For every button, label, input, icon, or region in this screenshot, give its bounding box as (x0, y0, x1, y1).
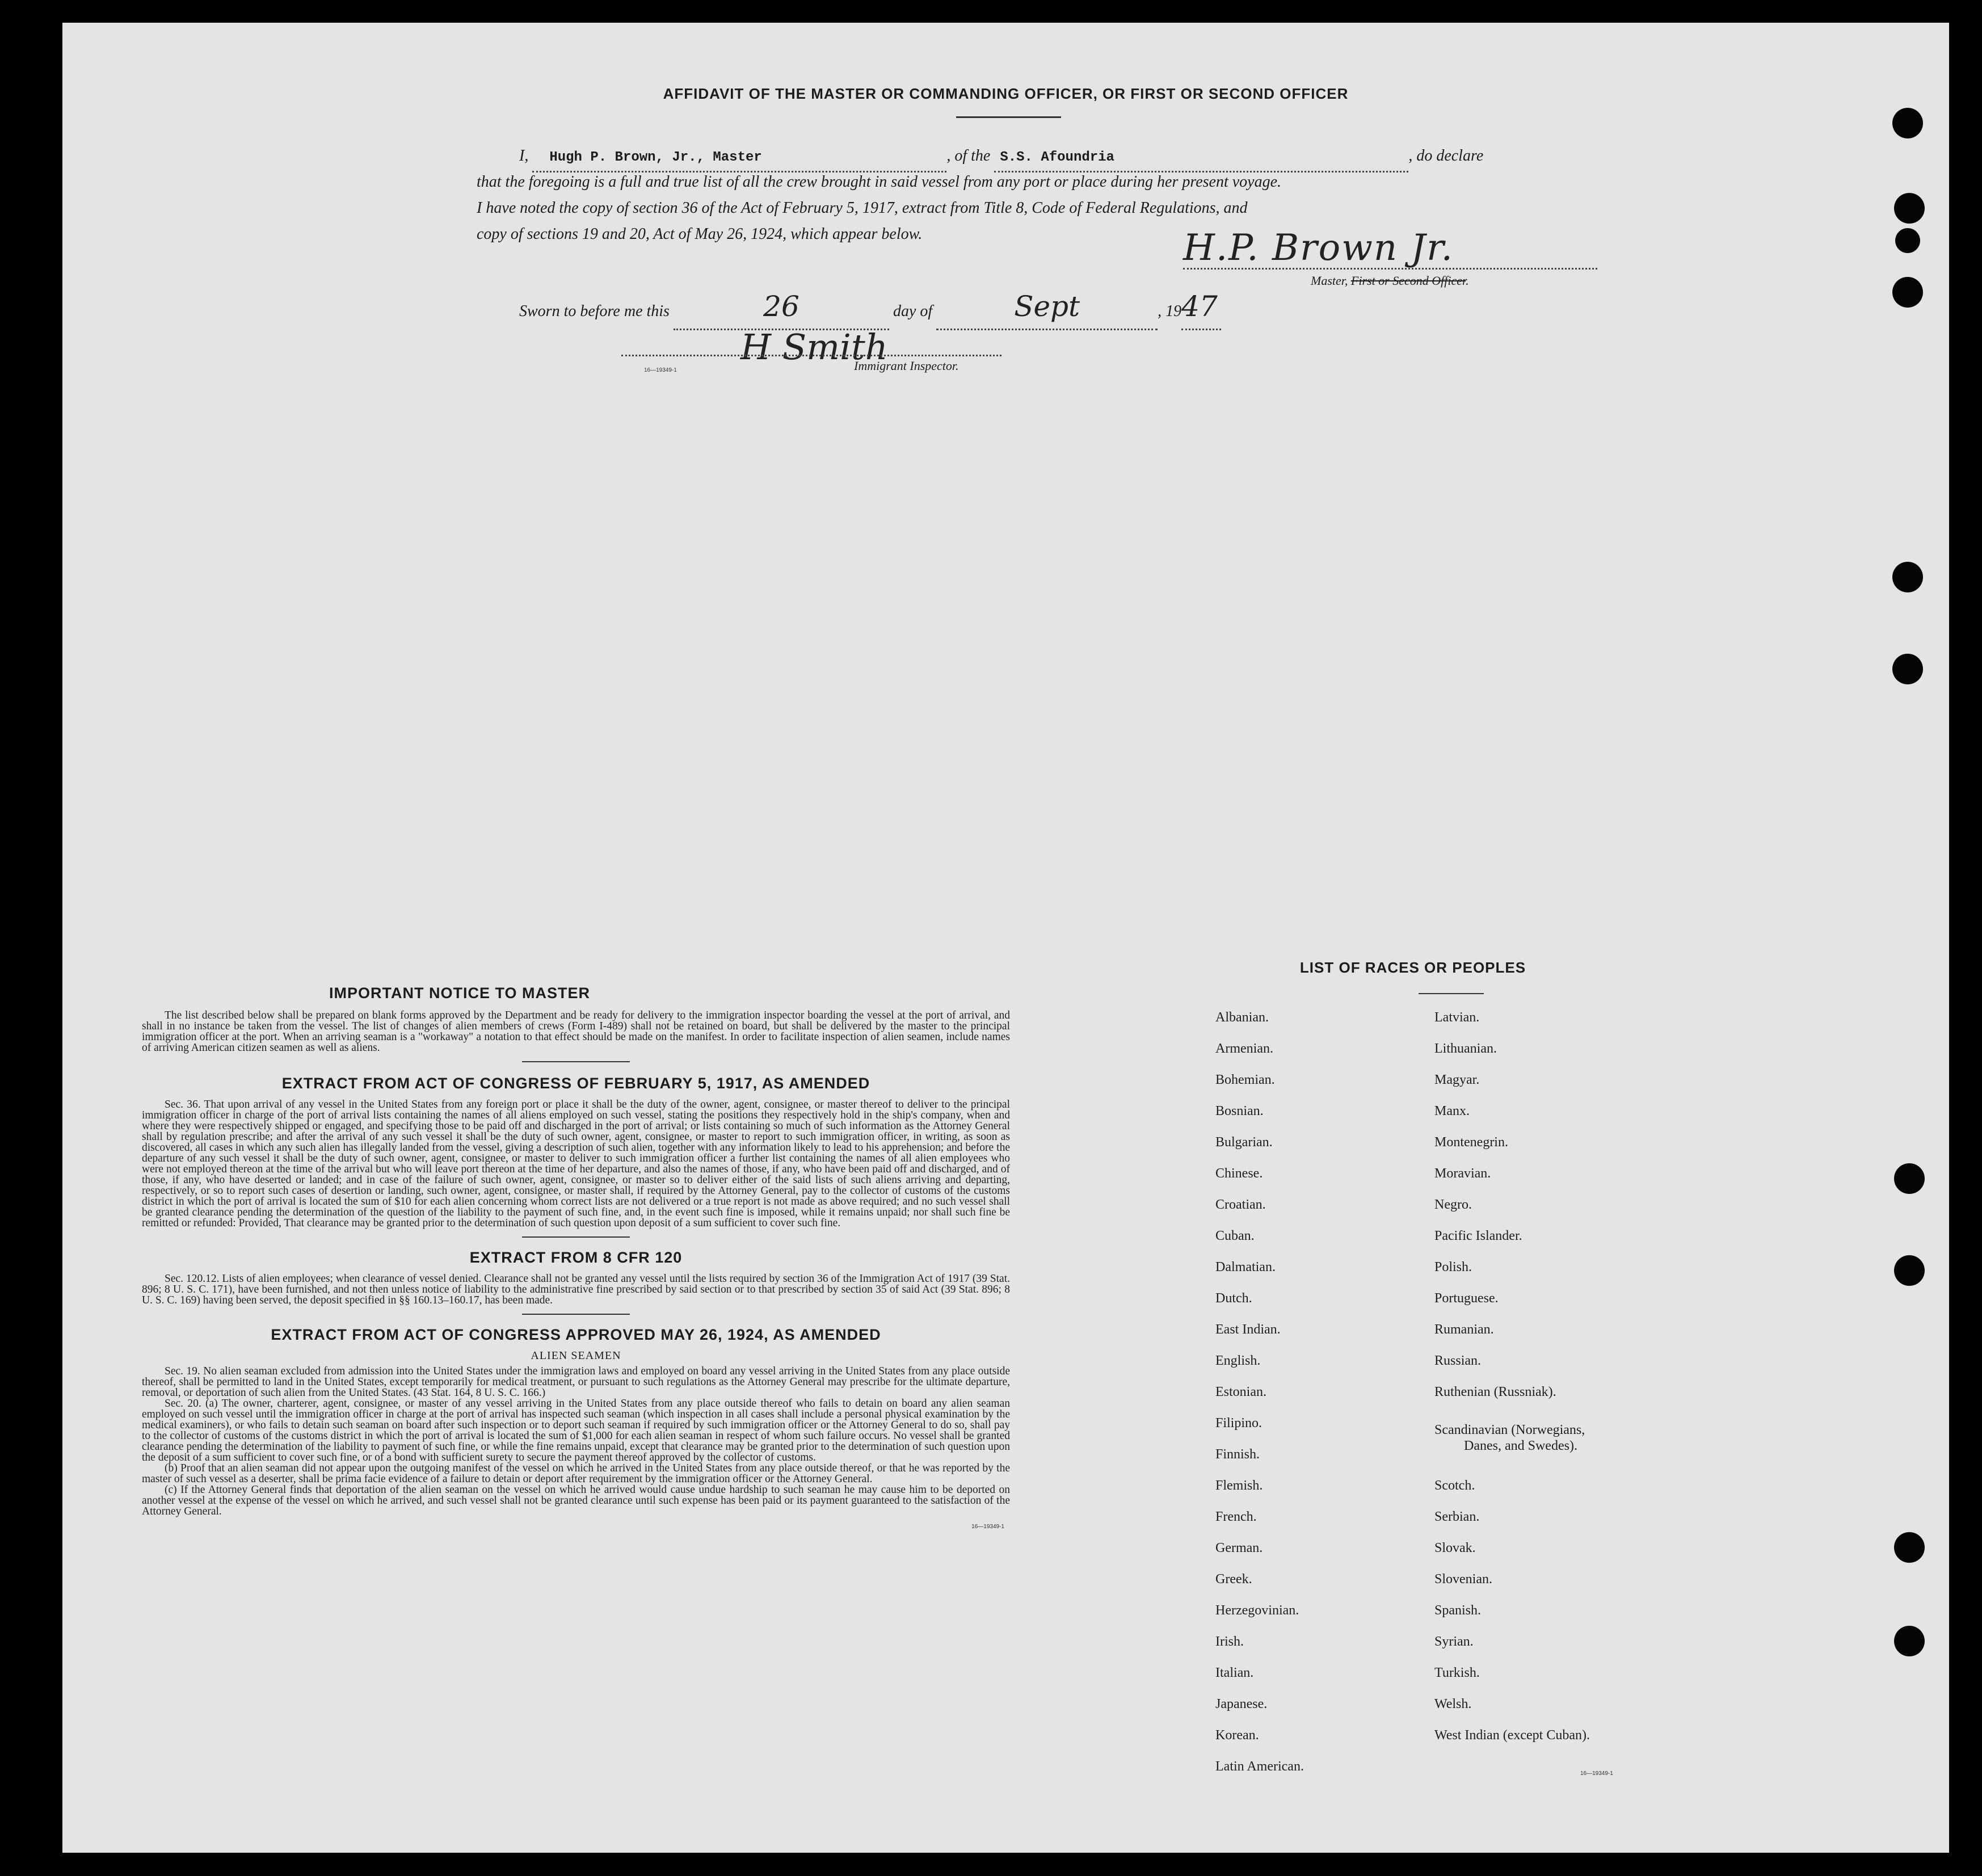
punch-hole (1892, 277, 1923, 308)
race-item: East Indian. (1215, 1322, 1281, 1337)
inspector-signature: H Smith (740, 326, 888, 368)
punch-hole (1894, 1163, 1925, 1194)
inspector-signature-line (621, 355, 1001, 356)
punch-hole (1894, 193, 1925, 224)
race-item: Slovak. (1434, 1541, 1476, 1555)
race-item: Japanese. (1215, 1697, 1268, 1711)
declarant-field (532, 143, 946, 173)
race-item: Turkish. (1434, 1665, 1480, 1680)
sworn-day-field (674, 289, 889, 330)
race-item: Korean. (1215, 1728, 1259, 1743)
race-item: Russian. (1434, 1353, 1482, 1368)
race-item: Dalmatian. (1215, 1260, 1276, 1274)
race-item: West Indian (except Cuban). (1434, 1728, 1590, 1743)
race-item: Manx. (1434, 1104, 1470, 1118)
sworn-prefix: Sworn to before me this (519, 302, 670, 320)
race-item: Magyar. (1434, 1072, 1480, 1087)
races-divider (1419, 993, 1484, 994)
race-item: Spanish. (1434, 1603, 1482, 1618)
master-signature: H.P. Brown Jr. (1183, 227, 1454, 269)
sworn-year-prefix: , 19 (1158, 302, 1182, 320)
caption-period: . (1466, 274, 1469, 288)
race-item: Finnish. (1215, 1447, 1260, 1462)
sworn-year-field (1181, 289, 1221, 330)
sworn-year: 47 (1181, 290, 1218, 323)
extract-1917-title: EXTRACT FROM ACT OF CONGRESS OF FEBRUARY 5, 1917, AS AMENDED (281, 1075, 870, 1092)
vessel-field (994, 143, 1408, 173)
race-item: Albanian. (1215, 1010, 1269, 1025)
divider (522, 1314, 630, 1315)
race-item: German. (1215, 1541, 1263, 1555)
notice-column (142, 985, 1010, 1530)
race-item: Slovenian. (1434, 1572, 1492, 1587)
sworn-day-label: day of (893, 302, 933, 320)
race-item: Chinese. (1215, 1166, 1263, 1181)
race-item: Portuguese. (1434, 1291, 1499, 1306)
race-item: Scandinavian (Norwegians, (1434, 1423, 1585, 1437)
race-item: Pacific Islander. (1434, 1229, 1522, 1243)
affidavit-line-4: copy of sections 19 and 20, Act of May 26, 1924, which appear below. (477, 225, 923, 243)
punch-hole (1895, 228, 1920, 253)
sworn-day: 26 (763, 290, 799, 323)
declarant-name: Hugh P. Brown, Jr., Master (549, 150, 762, 165)
race-item: Estonian. (1215, 1385, 1266, 1399)
caption-struck-officer: First or Second Officer (1350, 274, 1466, 288)
race-item: Latvian. (1434, 1010, 1480, 1025)
race-item: Italian. (1215, 1665, 1254, 1680)
race-item: Rumanian. (1434, 1322, 1494, 1337)
race-item: Bulgarian. (1215, 1135, 1273, 1150)
race-item: Herzegovinian. (1215, 1603, 1299, 1618)
sworn-month-field (936, 289, 1158, 330)
affidavit-line-3: I have noted the copy of section 36 of the Act of February 5, 1917, extract from Title 8, Code of Federal Regulations, and (477, 199, 1248, 217)
signature-caption (1311, 274, 1469, 288)
race-item: Serbian. (1434, 1509, 1480, 1524)
divider (522, 1236, 630, 1238)
affidavit-declare: , do declare (1408, 147, 1484, 165)
extract-cfr-text: Sec. 120.12. Lists of alien employees; when clearance of vessel denied. Clearance shall not be granted any vessel until the lists required by section 36 of the Immigration Act of 1917 (39 Stat. 896; 8 U. S. C. 171), have been furnished, and not then unless notice of liability to the administrative fine prescribed by said section or to that prescribed by section 35 of said Act (39 Stat. 896; 8 U. S. C. 169) having been served, the deposit specified in §§ 160.13–160.17, has been made. (142, 1273, 1010, 1306)
race-item: Moravian. (1434, 1166, 1491, 1181)
form-code-notice: 16—19349-1 (971, 1524, 1004, 1530)
race-item: Dutch. (1215, 1291, 1252, 1306)
race-item: Scotch. (1434, 1478, 1475, 1493)
title-divider (956, 116, 1061, 118)
affidavit-line-1 (519, 143, 1594, 173)
notice-text: The list described below shall be prepared on blank forms approved by the Department and be ready for delivery to the immigration inspector boarding the vessel at the port of arrival, and shall in no instance be taken from the vessel. The list of changes of alien members of crews (Form I-489) shall not be retained on board, but shall be delivered by the master to the principal immigration officer at the port. When an arriving seaman is a "workaway" a notation to that effect should be made on the manifest. In order to facilitate inspection of alien seamen, include names of arriving American citizen seamen as well as aliens. (142, 1009, 1010, 1054)
punch-hole (1892, 562, 1923, 592)
race-item: Bohemian. (1215, 1072, 1275, 1087)
race-item: Welsh. (1434, 1697, 1472, 1711)
race-item: Montenegrin. (1434, 1135, 1508, 1150)
punch-hole (1892, 654, 1923, 684)
extract-1924-title: EXTRACT FROM ACT OF CONGRESS APPROVED MAY 26, 1924, AS AMENDED (271, 1326, 881, 1343)
race-item: Irish. (1215, 1634, 1244, 1649)
race-item: Bosnian. (1215, 1104, 1264, 1118)
races-title: LIST OF RACES OR PEOPLES (1299, 959, 1526, 976)
affidavit-of-the: , of the (946, 147, 991, 165)
race-item: Danes, and Swedes). (1464, 1438, 1577, 1453)
punch-hole (1892, 108, 1923, 138)
divider (522, 1061, 630, 1062)
extract-cfr-title: EXTRACT FROM 8 CFR 120 (469, 1249, 683, 1266)
signature-line (1183, 268, 1597, 270)
race-item: Ruthenian (Russniak). (1434, 1385, 1556, 1399)
race-item: Flemish. (1215, 1478, 1263, 1493)
document-page (62, 23, 1949, 1853)
affidavit-title: AFFIDAVIT OF THE MASTER OR COMMANDING OFFICER, OR FIRST OR SECOND OFFICER (663, 85, 1349, 102)
race-item: Polish. (1434, 1260, 1472, 1274)
race-item: Syrian. (1434, 1634, 1474, 1649)
extract-1924-subtitle: ALIEN SEAMEN (531, 1349, 621, 1362)
race-item: Filipino. (1215, 1416, 1263, 1431)
race-item: English. (1215, 1353, 1261, 1368)
sec-19-text: Sec. 19. No alien seaman excluded from admission into the United States under the immigration laws and employed on board any vessel arriving in the United States from any place outside thereof, shall be permitted to land in the United States, except temporarily for medical treatment, or pursuant to such regulations as the Attorney General may prescribe for the ultimate departure, removal, or deportation of such alien from the United States. (43 Stat. 164, 8 U. S. C. 166.) (142, 1365, 1010, 1399)
race-item: Negro. (1434, 1197, 1472, 1212)
sec-20c-text: (c) If the Attorney General finds that deportation of the alien seaman on the vessel on which he arrived would cause undue hardship to such seaman he may cause him to be deported on another vessel at the expense of the vessel on which he arrived, and such vessel shall not be granted clearance until such expense has been paid or its payment guaranteed to the satisfaction of the Attorney General. (142, 1484, 1010, 1517)
inspector-label: Immigrant Inspector. (854, 359, 959, 373)
form-code-top: 16—19349-1 (644, 367, 677, 373)
form-code-races: 16—19349-1 (1580, 1770, 1613, 1777)
vessel-name: S.S. Afoundria (1000, 150, 1114, 165)
sec-20a-text: Sec. 20. (a) The owner, charterer, agent, consignee, or master of any vessel arriving in the United States from any place outside thereof who fails to detain on board any alien seaman employed on such vessel until the immigration officer in charge at the port of arrival has inspected such seaman (which inspection in all cases shall include a personal physical examination by the medical examiners), or who fails to detain such seaman on board after such inspection or to deport such seaman if required by such immigration officer or the Attorney General to do so, shall pay to the collector of customs of the customs district in which the port of arrival is located the sum of $1,000 for each alien seaman in respect of whom such failure occurs. No vessel shall be granted clearance pending the determination of the liability to payment of such fine, or while the fine remains unpaid, except that clearance may be granted prior to the determination of such question upon the deposit of a sum sufficient to cover such fine, or of a bond with sufficient surety to secure the payment thereof approved by the collector of customs. (142, 1398, 1010, 1463)
sworn-line (519, 289, 1370, 330)
sworn-month: Sept (1014, 290, 1080, 323)
race-item: French. (1215, 1509, 1257, 1524)
race-item: Lithuanian. (1434, 1041, 1497, 1056)
notice-title: IMPORTANT NOTICE TO MASTER (329, 985, 590, 1002)
race-item: Cuban. (1215, 1229, 1255, 1243)
punch-hole (1894, 1626, 1925, 1656)
caption-master: Master, (1311, 274, 1348, 288)
punch-hole (1894, 1532, 1925, 1563)
race-item: Latin American. (1215, 1759, 1304, 1774)
extract-1917-text: Sec. 36. That upon arrival of any vessel in the United States from any foreign port or place it shall be the duty of the owner, agent, consignee, or master thereof to deliver to the principal immigration officer in charge of the port of arrival lists containing the names of all aliens employed on such vessel, stating the positions they respectively hold in the ship's company, when and where they were respectively shipped or engaged, and specifying those to be paid off and discharged in the port of arrival; or lists containing so much of such information as the Attorney General shall by regulation prescribe; and after the arrival of any such vessel it shall be the duty of such owner, agent, consignee, or master to report to such immigration officer, in writing, as soon as discovered, all cases in which any such alien has illegally landed from the vessel, giving a description of such alien, together with any information likely to lead to his apprehension; and before the departure of any such vessel it shall be the duty of such owner, agent, consignee, or master to deliver to such immigration officer a further list containing the names of all alien employees who were not employed thereon at the time of the arrival but who will leave port thereon at the time of her departure, and also the names of those, if any, who have been paid off and discharged, and of those, if any, who have deserted or landed; and in case of the failure of such owner, agent, consignee, or master so to deliver either of the said lists of such aliens arriving and departing, respectively, or so to report such cases of desertion or landing, such owner, agent, consignee, or master shall, if required by the Attorney General, pay to the collector of customs of the customs district in which the port of arrival is located the sum of $10 for each alien concerning whom correct lists are not delivered or a true report is not made as above required; and no such vessel shall be granted clearance pending the determination of the question of the liability to the payment of such fine, and, in the event such fine is imposed, while it remains unpaid; nor shall such fine be remitted or refunded: Provided, That clearance may be granted prior to the determination of such question upon deposit of a sum sufficient to cover such fine. (142, 1099, 1010, 1229)
punch-hole (1894, 1255, 1925, 1286)
race-item: Greek. (1215, 1572, 1252, 1587)
race-item: Croatian. (1215, 1197, 1266, 1212)
affidavit-prefix: I, (519, 147, 529, 165)
affidavit-line-2: that the foregoing is a full and true list of all the crew brought in said vessel from any port or place during her present voyage. (477, 173, 1282, 191)
race-item: Armenian. (1215, 1041, 1273, 1056)
sec-20b-text: (b) Proof that an alien seaman did not appear upon the outgoing manifest of the vessel on which he arrived in the United States from any place outside thereof, or that he was reported by the master of such vessel as a deserter, shall be prima facie evidence of a failure to detain or deport after requirement by the immigration officer or the Attorney General. (142, 1462, 1010, 1485)
